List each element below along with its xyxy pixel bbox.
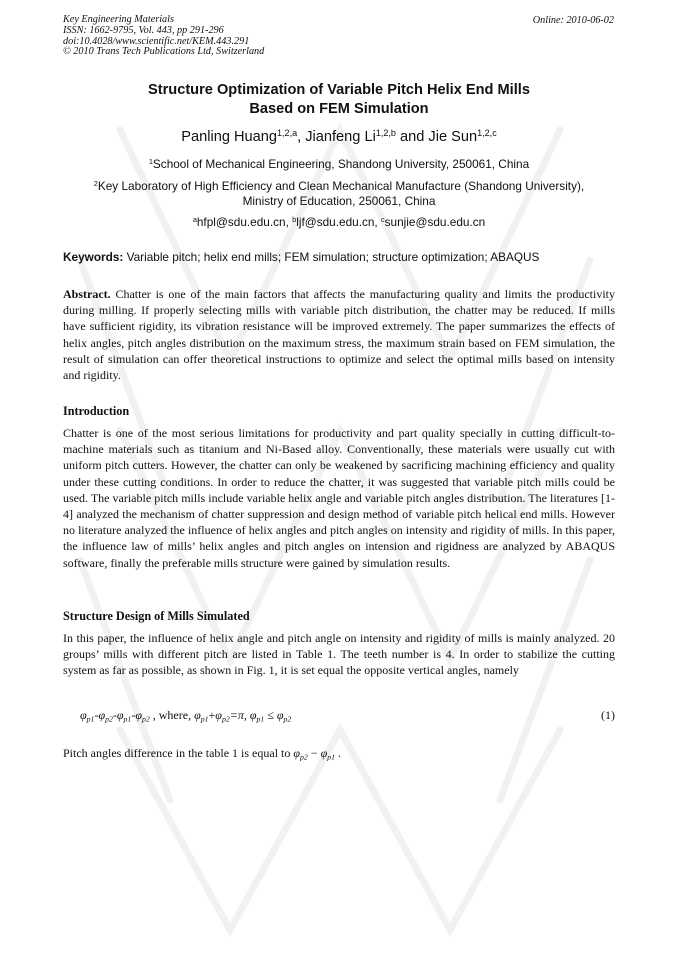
keywords-text: Variable pitch; helix end mills; FEM simulation; structure optimization; ABAQUS — [123, 250, 540, 264]
author-separator: , — [297, 129, 306, 145]
section-heading-structure-design: Structure Design of Mills Simulated — [63, 609, 250, 623]
pitch-difference-formula: $\varphi_{p2} - \varphi_{p1}$ — [293, 746, 336, 762]
email-marker-a: a — [192, 214, 197, 224]
equation-formula: $\varphi_{p1}-\varphi_{p2}-\varphi_{p1}-\varphi_{p2}$ , where, $\varphi_{p1}+\varphi_{p2}=\pi$, $\varphi_{p1} \le \varphi_{p2}$ — [80, 708, 292, 724]
author-list — [63, 129, 615, 145]
author-1: Panling Huang — [181, 129, 277, 145]
author-emails — [63, 215, 615, 229]
affiliation-1 — [63, 157, 615, 172]
affiliation-1-text: School of Mechanical Engineering, Shandong University, 250061, China — [152, 157, 530, 171]
email-b: ljf@sdu.edu.cn, — [296, 215, 381, 229]
author-separator: and — [395, 129, 429, 145]
affiliation-2 — [63, 179, 615, 209]
pitch-difference-end: . — [335, 746, 342, 760]
pitch-difference-text: Pitch angles difference in the table 1 is equal to — [63, 746, 294, 760]
journal-header — [63, 15, 264, 58]
abstract-text: Chatter is one of the main factors that affects the manufacturing quality and limits the productivity during milling. If properly selecting mills with variable pitch distribution, the chatter may be reduced. If mills have sufficient rigidity, its vibration resistance will be improved extremely. The paper summarizes the effects of helix angles, pitch angles distribution on the maximum stress, the maximum strain based on FEM simulation, the result of simulation can offer theoretical instructions to optimize and select the optimal mills based on intensity and rigidity. — [63, 287, 615, 383]
journal-doi: doi:10.4028/www.scientific.net/KEM.443.291 — [63, 35, 250, 47]
online-date: Online: 2010-06-02 — [532, 15, 614, 26]
affiliation-2-line-2: Ministry of Education, 250061, China — [242, 194, 436, 208]
abstract-label: Abstract. — [63, 287, 111, 301]
affiliation-2-marker: 2 — [93, 178, 98, 188]
journal-issn: ISSN: 1662-9795, Vol. 443, pp 291-296 — [63, 24, 224, 36]
author-2-affil: 1,2,b — [375, 128, 396, 139]
structure-design-body: In this paper, the influence of helix angle and pitch angle on intensity and rigidity of mills is mainly analyzed. 20 groups’ mills with different pitch are listed in Table 1. The teeth number is 4. In order to stabilize the cutting system as far as possible, as shown in Fig. 1, it is set equal the opposite vertical angles, namely — [63, 631, 615, 678]
author-2: Jianfeng Li — [305, 129, 376, 145]
equation-1 — [80, 708, 615, 728]
journal-copyright: © 2010 Trans Tech Publications Ltd, Switzerland — [63, 46, 265, 58]
pitch-difference-sentence — [63, 745, 615, 766]
email-c: sunjie@sdu.edu.cn — [384, 215, 486, 229]
title-line-2: Based on FEM Simulation — [249, 101, 429, 117]
keywords — [63, 250, 615, 264]
journal-name: Key Engineering Materials — [63, 14, 174, 25]
paper-title — [63, 81, 615, 119]
email-marker-c: c — [381, 214, 385, 224]
introduction-body: Chatter is one of the most serious limitations for productivity and part quality specially in cutting difficult-to-machine materials such as titanium and Ni-Based alloy. Conventionally, these materials were usually cut with uniform pitch cutters. However, the chatter can only be weakened by sacrificing machining efficiency and quality under these cutting conditions. In order to reduce the chatter, it was suggested that variable pitch mills could be used. The variable pitch mills include variable helix angle and variable pitch angles distribution. The literatures [1-4] analyzed the mechanism of chatter suppression and design method of variable pitch helical end mills. However no literature analyzed the influence of helix angles and pitch angles on intensity and rigidity of mills. In this paper, the influence law of mills’ helix angles and pitch angles on intension and rigidness are analyzed by ABAQUS software, finally the preferable mills structure were gained by simulation results. — [63, 426, 615, 570]
email-a: hfpl@sdu.edu.cn, — [196, 215, 293, 229]
equation-number: (1) — [601, 708, 615, 722]
keywords-label: Keywords: — [63, 250, 124, 264]
author-3-affil: 1,2,c — [477, 128, 497, 139]
abstract — [63, 286, 615, 383]
title-line-1: Structure Optimization of Variable Pitch Helix End Mills — [148, 82, 530, 98]
email-marker-b: b — [292, 214, 297, 224]
author-1-affil: 1,2,a — [277, 128, 298, 139]
section-heading-introduction: Introduction — [63, 404, 130, 418]
affiliation-2-line-1: Key Laboratory of High Efficiency and Clean Mechanical Manufacture (Shandong University), — [97, 179, 585, 193]
author-3: Jie Sun — [428, 129, 478, 145]
affiliation-1-marker: 1 — [148, 156, 153, 166]
